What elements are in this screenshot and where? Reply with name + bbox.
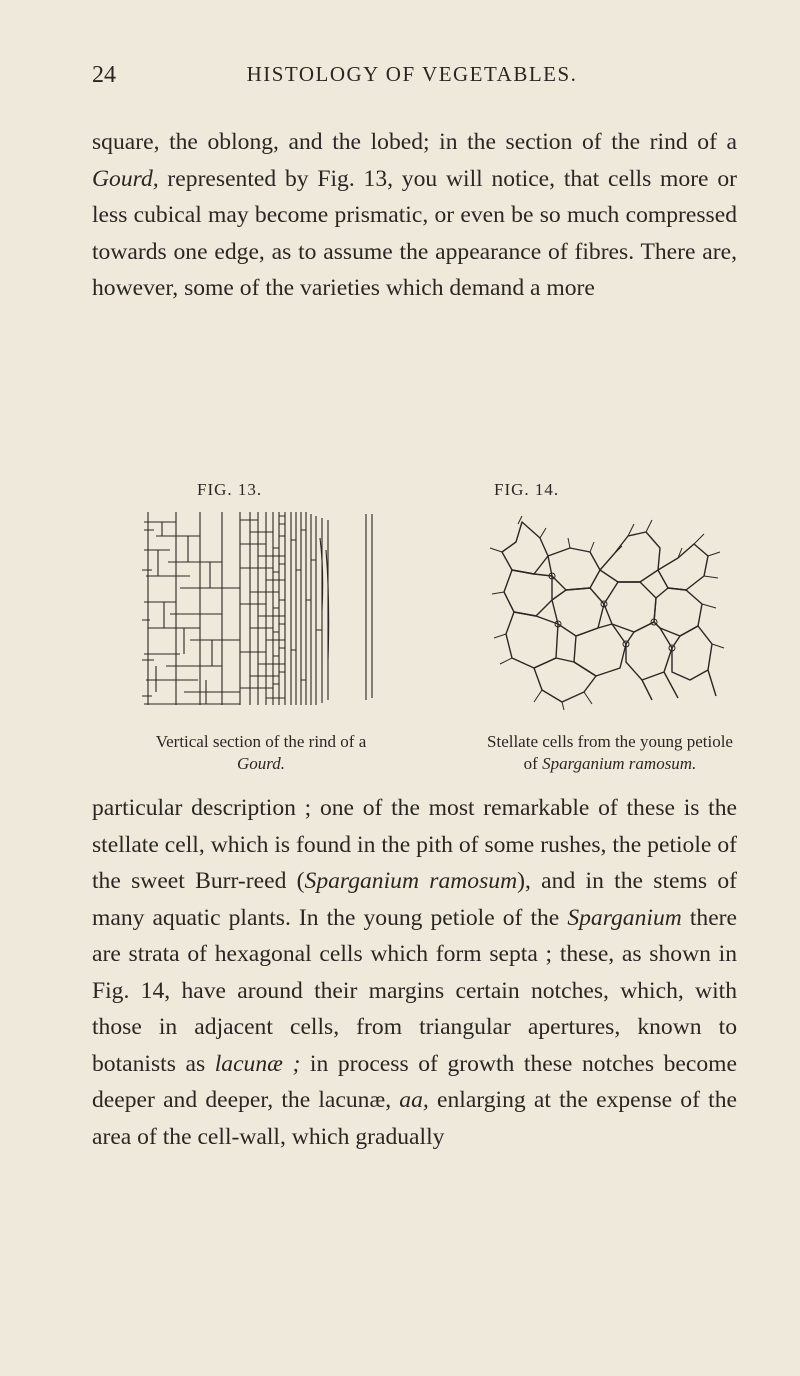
page-header — [92, 62, 732, 98]
fig-13-caption — [108, 731, 414, 775]
paragraph-1-line: square, the oblong, and the lobed; in the section of — [92, 129, 602, 155]
paragraph-1-text: the rind of a — [611, 129, 737, 155]
fibre-cells — [291, 512, 372, 705]
paragraph-2-text: ), and in the stems of many aquatic plants. In the young petiole of the — [92, 868, 737, 931]
paragraph-1-line: however, some of the varieties which demand a more — [92, 275, 595, 301]
stellate-cell-network — [502, 522, 716, 702]
paragraph-1-line: notice, that cells more or less cubical may become — [92, 165, 737, 228]
paragraph-2-text: there are strata of hexagonal cells which form septa ; these, as shown in Fig. 14, have around their margins certain notches, which, with those in adjacent cells, from triangular apertures, known to botanists as — [92, 904, 737, 1077]
paragraph-2-text: in process of growth these notches become deeper and deeper, the lacunæ, — [92, 1050, 737, 1113]
prismatic-cells — [240, 512, 285, 705]
fig-14-label: FIG. 14. — [494, 480, 560, 499]
fig-13-illustration — [140, 510, 380, 710]
aa-term: aa, — [399, 1087, 429, 1113]
paragraph-1-line: edge, as to assume the appearance of fibres. There are, — [214, 238, 737, 265]
running-title: HISTOLOGY OF VEGETABLES. — [246, 62, 578, 86]
paragraph-2-text: particular description ; one of the most remarkable of these is the stellate cell, which is found in the pith of some rushes, the petiole of the sweet Burr-reed ( — [92, 795, 737, 894]
sparganium-ramosum-term: Sparganium ramosum — [304, 868, 518, 894]
fig-14-caption — [452, 731, 768, 775]
paragraph-1-line: prismatic, or even be so much compressed towards one — [92, 202, 737, 265]
lacunae-term: lacunæ ; — [214, 1050, 301, 1077]
fig-13-caption-text: Vertical section of the rind of a — [155, 732, 367, 751]
paragraph-2 — [92, 790, 737, 1155]
gourd-term: Gourd, — [92, 165, 159, 192]
paragraph-1-text: represented by Fig. 13, you will — [158, 165, 483, 192]
page-number: 24 — [92, 62, 116, 88]
paragraph-2-text: enlarging at the expense of the area of the cell-wall, which gradually — [92, 1087, 737, 1150]
sparganium-term: Sparganium — [567, 904, 682, 931]
fig-14-caption-species: Sparganium ramosum. — [542, 754, 697, 773]
fig-14-caption-prefix: of — [523, 754, 543, 773]
fig-14-caption-text: Stellate cells from the young petiole — [487, 732, 733, 751]
cubical-cells — [142, 512, 240, 705]
paragraph-1 — [92, 124, 737, 307]
fig-13-label: FIG. 13. — [197, 480, 263, 499]
fig-13-caption-species: Gourd. — [236, 754, 285, 773]
fig-14-illustration — [482, 512, 732, 712]
